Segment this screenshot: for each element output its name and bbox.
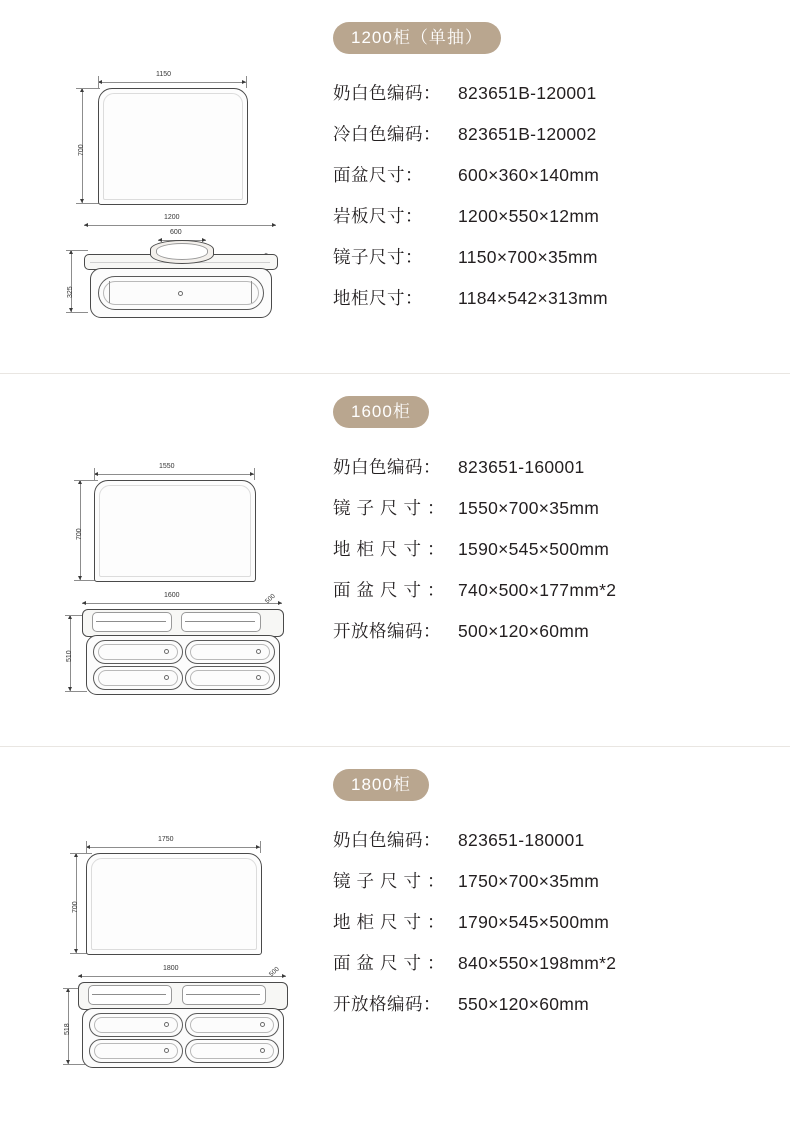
tick: [66, 312, 88, 313]
basin-right-outline: [181, 612, 261, 632]
spec-label: 岩板尺寸：: [333, 206, 423, 226]
spec-label: 镜子尺寸：: [333, 871, 451, 891]
mirror-outline: [98, 88, 248, 205]
handle-dot: [164, 1022, 169, 1027]
tick: [86, 841, 87, 853]
handle-dot: [256, 675, 261, 680]
mirror-inner-outline: [99, 485, 251, 577]
basin-left-outline: [92, 612, 172, 632]
dim-mirror-width: 1750: [158, 836, 174, 843]
tick: [70, 853, 92, 854]
handle-dot: [256, 649, 261, 654]
drawer-detail: [109, 281, 110, 303]
dim-line-mirror-width: [94, 474, 254, 475]
spec-row: [333, 244, 763, 269]
spec-label: 开放格编码：: [333, 621, 441, 641]
technical-drawing-1800: [46, 773, 316, 1083]
spec-value: 500×120×60mm: [458, 621, 590, 641]
spec-value: 823651-180001: [458, 830, 585, 850]
spec-value: 823651B-120001: [458, 83, 597, 103]
mirror-outline: [94, 480, 256, 582]
product-section-1600: [0, 373, 790, 746]
handle-dot: [260, 1048, 265, 1053]
spec-row: [333, 991, 763, 1016]
spec-label: 奶白色编码：: [333, 830, 441, 850]
dim-mirror-width: 1550: [159, 463, 175, 470]
spec-row: [333, 536, 763, 561]
dim-line-mirror-width: [98, 82, 246, 83]
dim-line-cabinet-width: [78, 976, 286, 977]
spec-label: 冷白色编码：: [333, 124, 441, 144]
spec-value: 600×360×140mm: [458, 165, 600, 185]
spec-block-1800: [333, 769, 763, 1032]
technical-drawing-1600: [46, 400, 316, 710]
tick: [254, 468, 255, 480]
product-badge-1600: 1600柜: [333, 396, 429, 428]
spec-row: [333, 827, 763, 852]
spec-value: 823651B-120002: [458, 124, 597, 144]
spec-row: [333, 909, 763, 934]
product-badge-1200: 1200柜（单抽）: [333, 22, 501, 54]
technical-drawing-1200: [46, 26, 316, 336]
dim-line-cabinet-height: [71, 250, 72, 312]
spec-row: [333, 162, 763, 187]
product-badge-1800: 1800柜: [333, 769, 429, 801]
spec-value: 1790×545×500mm: [458, 912, 610, 932]
dim-basin-width: 600: [170, 229, 182, 236]
dim-line-cabinet-width: [82, 603, 282, 604]
spec-label: 奶白色编码：: [333, 83, 441, 103]
dim-cabinet-width: 1600: [164, 592, 180, 599]
tick: [74, 480, 98, 481]
spec-value: 1590×545×500mm: [458, 539, 610, 559]
tick: [76, 88, 100, 89]
spec-value: 1184×542×313mm: [458, 288, 608, 308]
spec-label: 镜子尺寸：: [333, 247, 423, 267]
spec-list-1200: [333, 80, 763, 310]
spec-value: 1200×550×12mm: [458, 206, 600, 226]
dim-cabinet-width: 1800: [163, 965, 179, 972]
spec-row: [333, 618, 763, 643]
dim-mirror-height: 700: [76, 528, 83, 540]
tick: [63, 1064, 85, 1065]
tick: [98, 76, 99, 88]
drawer-detail: [251, 281, 252, 303]
spec-row: [333, 80, 763, 105]
dim-cabinet-depth: 500: [264, 592, 277, 606]
arrow-left: [84, 223, 88, 227]
basin-left-outline: [88, 985, 172, 1005]
dim-mirror-height: 700: [72, 901, 79, 913]
handle-dot: [178, 291, 183, 296]
basin-inner-outline: [156, 243, 208, 260]
handle-dot: [164, 675, 169, 680]
spec-value: 740×500×177mm*2: [458, 580, 617, 600]
spec-block-1200: [333, 22, 763, 326]
dim-mirror-height: 700: [78, 144, 85, 156]
basin-detail: [92, 994, 166, 995]
basin-detail: [185, 621, 255, 622]
tick: [66, 250, 88, 251]
spec-label: 面盆尺寸：: [333, 953, 451, 973]
arrow-right: [272, 223, 276, 227]
spec-block-1600: [333, 396, 763, 659]
product-section-1800: [0, 746, 790, 1119]
spec-value: 1750×700×35mm: [458, 871, 600, 891]
mirror-inner-outline: [103, 93, 243, 200]
mirror-inner-outline: [91, 858, 257, 950]
dim-cabinet-depth: 500: [268, 965, 281, 979]
spec-list-1600: [333, 454, 763, 643]
spec-value: 823651-160001: [458, 457, 585, 477]
spec-label: 奶白色编码：: [333, 457, 441, 477]
dim-cabinet-height: 510: [66, 650, 73, 662]
dim-cabinet-height: 518: [64, 1023, 71, 1035]
arrow-left: [78, 974, 82, 978]
spec-label: 地柜尺寸：: [333, 539, 451, 559]
spec-row: [333, 454, 763, 479]
spec-row: [333, 868, 763, 893]
handle-dot: [260, 1022, 265, 1027]
tick: [94, 468, 95, 480]
dim-mirror-width: 1150: [156, 71, 172, 78]
dim-line-cabinet-width: [84, 225, 276, 226]
spec-row: [333, 495, 763, 520]
tick: [65, 691, 87, 692]
spec-label: 地柜尺寸：: [333, 288, 423, 308]
dim-cabinet-width: 1200: [164, 214, 180, 221]
mirror-outline: [86, 853, 262, 955]
tick: [260, 841, 261, 853]
arrow-right: [278, 601, 282, 605]
product-section-1200: [0, 0, 790, 373]
spec-list-1800: [333, 827, 763, 1016]
spec-label: 面盆尺寸：: [333, 580, 451, 600]
spec-label: 地柜尺寸：: [333, 912, 451, 932]
spec-value: 1550×700×35mm: [458, 498, 600, 518]
spec-row: [333, 950, 763, 975]
spec-row: [333, 285, 763, 310]
handle-dot: [164, 1048, 169, 1053]
arrow-left: [82, 601, 86, 605]
tick: [76, 203, 100, 204]
tick: [246, 76, 247, 88]
spec-label: 开放格编码：: [333, 994, 441, 1014]
spec-value: 840×550×198mm*2: [458, 953, 617, 973]
dim-cabinet-height: 325: [67, 286, 74, 298]
dim-line-mirror-width: [86, 847, 260, 848]
basin-detail: [96, 621, 166, 622]
arrow-right: [282, 974, 286, 978]
spec-value: 550×120×60mm: [458, 994, 590, 1014]
spec-row: [333, 577, 763, 602]
spec-row: [333, 121, 763, 146]
spec-label: 面盆尺寸：: [333, 165, 423, 185]
handle-dot: [164, 649, 169, 654]
basin-right-outline: [182, 985, 266, 1005]
spec-value: 1150×700×35mm: [458, 247, 598, 267]
basin-detail: [186, 994, 260, 995]
spec-label: 镜子尺寸：: [333, 498, 451, 518]
spec-row: [333, 203, 763, 228]
